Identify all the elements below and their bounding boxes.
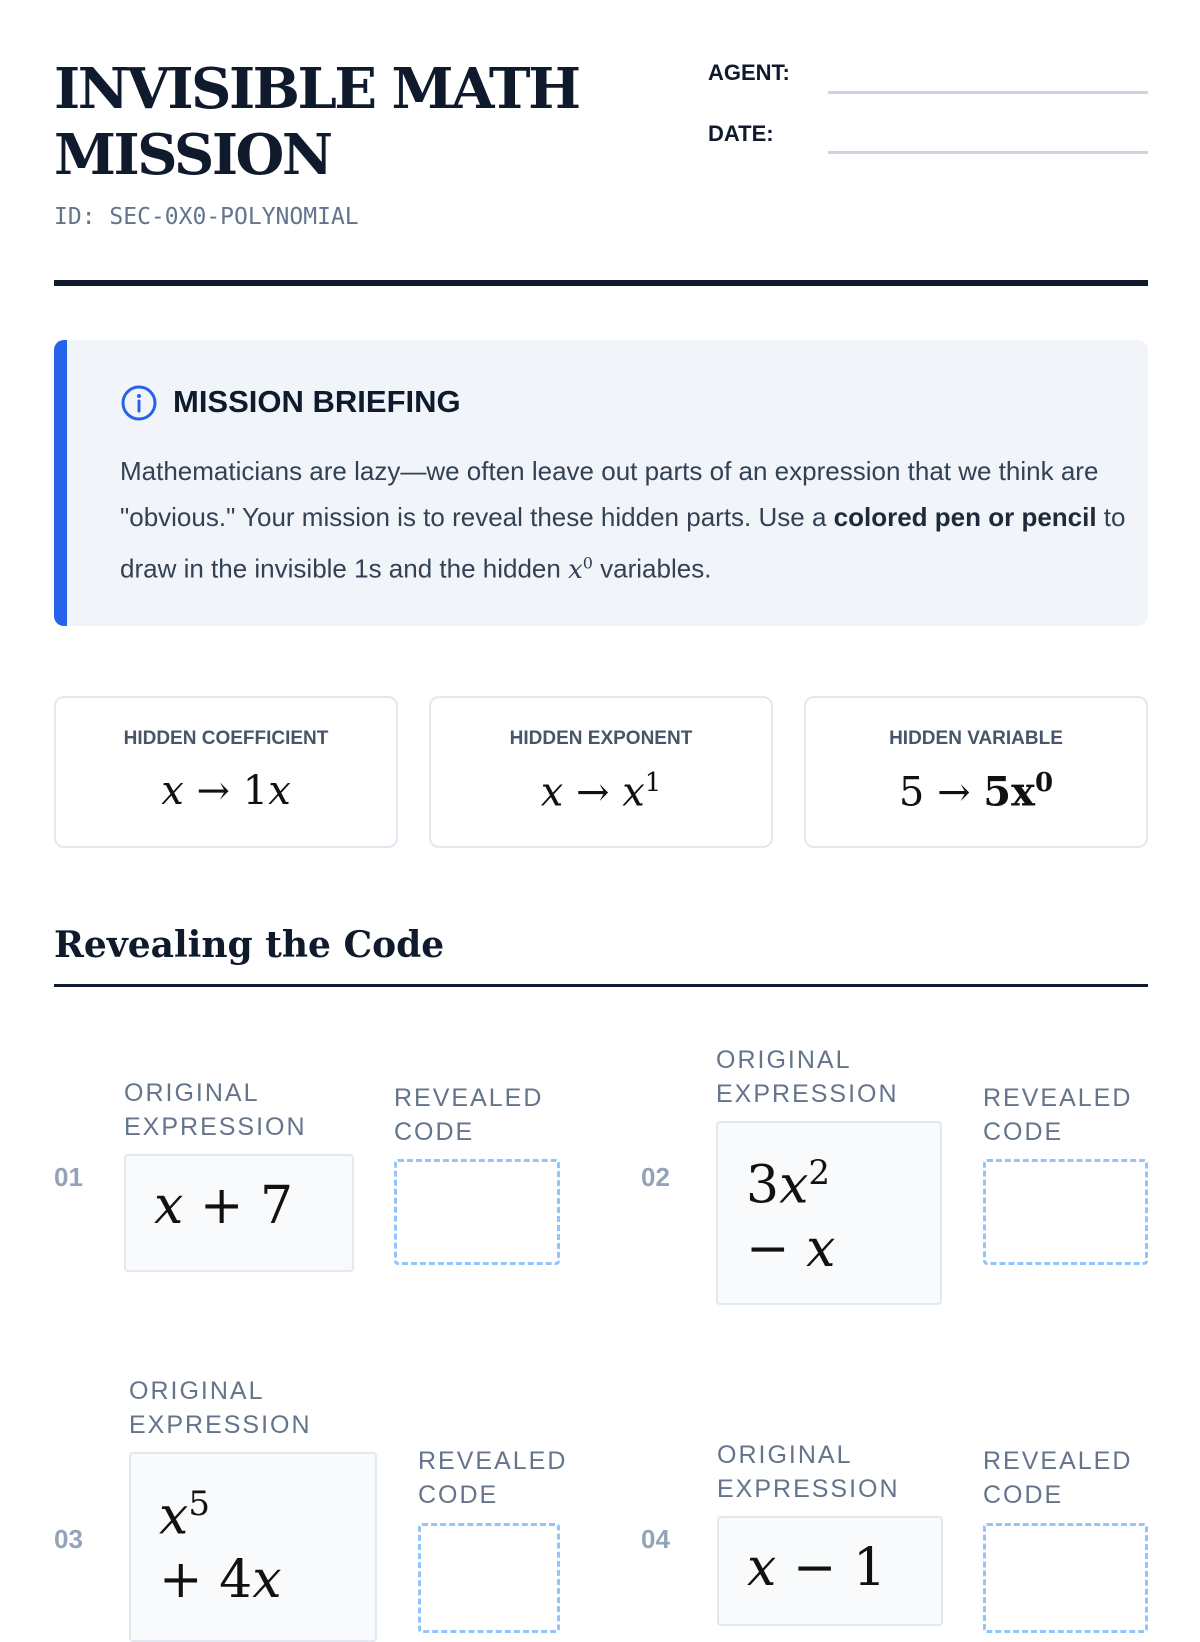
- date-field[interactable]: [828, 151, 1148, 154]
- hidden-exponent-example: $x \to x^1$: [540, 768, 662, 816]
- original-label: ORIGINAL EXPRESSION: [129, 1377, 312, 1439]
- date-label: DATE:: [708, 121, 774, 146]
- worksheet-title: [54, 56, 579, 188]
- revealed-code-box[interactable]: [983, 1523, 1148, 1633]
- original-expression: $x^5$ + 4x: [129, 1452, 377, 1642]
- problem-number: 02: [641, 1162, 670, 1192]
- briefing-title: MISSION BRIEFING: [173, 384, 461, 419]
- original-label: ORIGINAL EXPRESSION: [124, 1079, 307, 1141]
- agent-field[interactable]: [828, 91, 1148, 94]
- mission-briefing: [54, 340, 1148, 626]
- document-id: ID: SEC-0X0-POLYNOMIAL: [54, 204, 359, 230]
- revealed-label: REVEALED CODE: [394, 1084, 544, 1146]
- original-expression: x − 1: [717, 1516, 943, 1626]
- problem-number: 01: [54, 1162, 83, 1192]
- title-line-2: MISSION: [54, 122, 331, 188]
- hidden-coefficient-card: HIDDEN COEFFICIENT x → 1x: [54, 696, 398, 848]
- original-expression: $3x^2$ − x: [716, 1121, 942, 1305]
- revealed-label: REVEALED CODE: [418, 1447, 568, 1509]
- section-divider: [54, 984, 1148, 987]
- header-divider: [54, 280, 1148, 286]
- original-expression: x + 7: [124, 1154, 354, 1272]
- revealed-code-box[interactable]: [394, 1159, 560, 1265]
- problem-number: 03: [54, 1524, 83, 1554]
- hidden-exponent-card: HIDDEN EXPONENT $x \to x^1$: [429, 696, 773, 848]
- revealed-code-box[interactable]: [983, 1159, 1148, 1265]
- original-label: ORIGINAL EXPRESSION: [716, 1046, 899, 1108]
- original-label: ORIGINAL EXPRESSION: [717, 1441, 900, 1503]
- problem-number: 04: [641, 1524, 670, 1554]
- hidden-variable-card: HIDDEN VARIABLE $5 \to 5x^0$: [804, 696, 1148, 848]
- hidden-coefficient-example: x → 1x: [161, 768, 291, 814]
- hidden-variable-example: $5 \to 5x^0$: [898, 768, 1054, 816]
- revealed-label: REVEALED CODE: [983, 1084, 1133, 1146]
- briefing-text: Mathematicians are lazy—we often leave out parts of an expression that we think are "obvious." Your mission is to reveal these hidden parts. Use a colored pen or pencil to draw in the invisible 1s and the hidden $x^0$ variables.: [120, 456, 1126, 585]
- agent-label: AGENT:: [708, 60, 790, 85]
- section-title: Revealing the Code: [54, 924, 445, 966]
- info-icon: [120, 384, 158, 422]
- title-line-1: INVISIBLE MATH: [54, 56, 579, 122]
- revealed-code-box[interactable]: [418, 1523, 560, 1633]
- revealed-label: REVEALED CODE: [983, 1447, 1133, 1509]
